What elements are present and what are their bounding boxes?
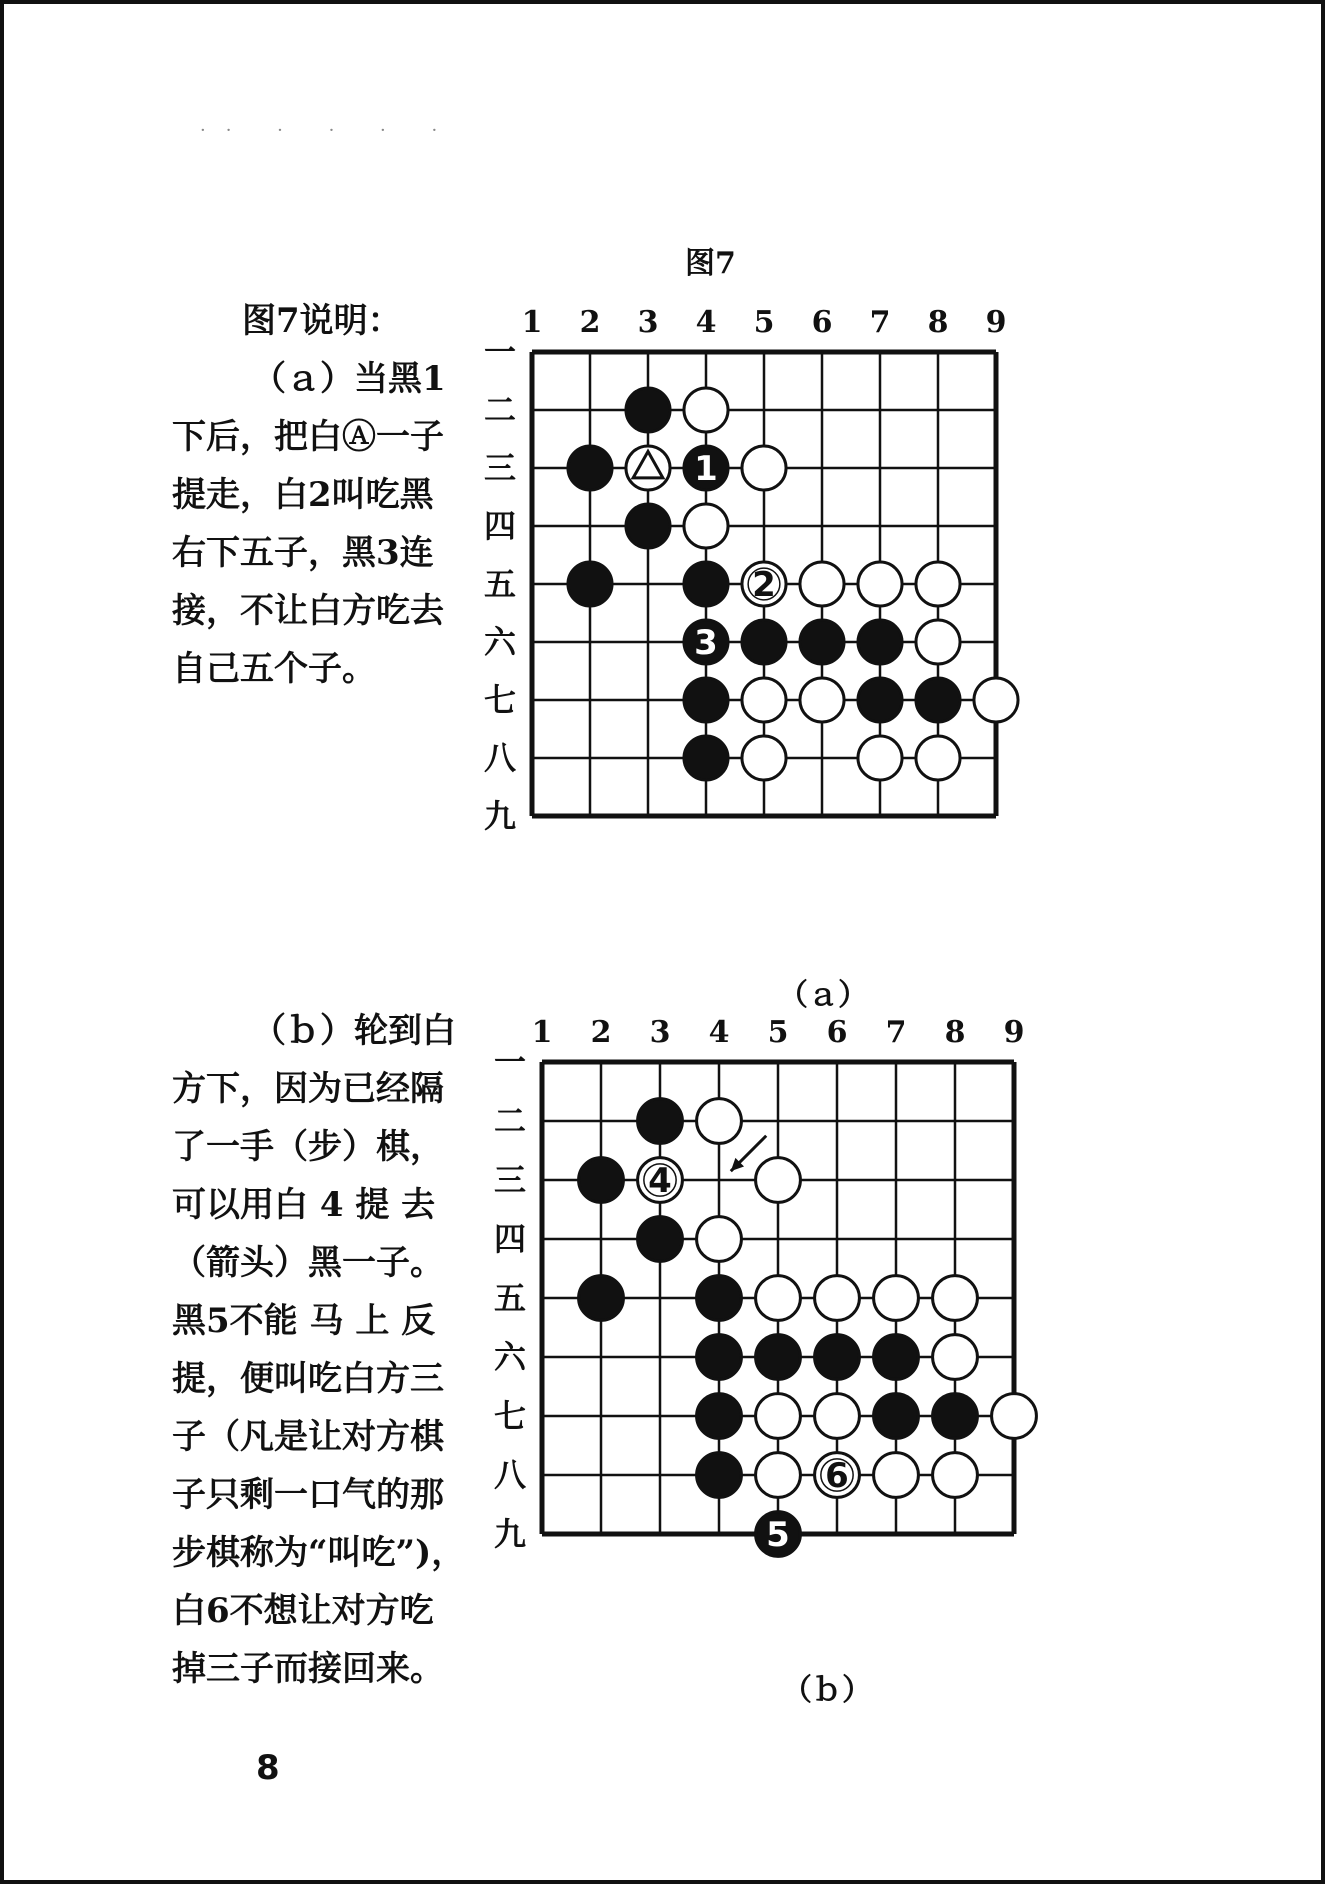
explanation-line: 了一手（步）棋， — [172, 1127, 444, 1167]
white-stone — [800, 678, 844, 722]
column-label: 9 — [1003, 1015, 1025, 1050]
white-stone-disc — [916, 620, 960, 664]
black-stone — [697, 1394, 742, 1439]
black-stone — [638, 1099, 683, 1144]
move-number: 2 — [752, 565, 776, 605]
white-stone — [684, 388, 728, 432]
explanation-line: 步棋称为“叫吃”)， — [172, 1533, 466, 1573]
white-stone-disc — [756, 1158, 801, 1203]
black-stone-disc — [579, 1276, 624, 1321]
board-a-caption: （ａ） — [778, 978, 868, 1013]
move-number: 1 — [694, 449, 718, 489]
white-stone — [800, 562, 844, 606]
white-stone — [933, 1276, 978, 1321]
black-stone — [697, 1335, 742, 1380]
explanation-line: 右下五子，黑3连 — [172, 533, 434, 573]
row-label: 三 — [483, 449, 517, 487]
white-stone — [697, 1099, 742, 1144]
black-stone — [800, 620, 844, 664]
black-stone — [874, 1335, 919, 1380]
white-stone-disc — [815, 1394, 860, 1439]
black-stone — [874, 1394, 919, 1439]
explanation-line: 可以用白 4 提 去 — [172, 1185, 436, 1225]
white-stone — [916, 736, 960, 780]
go-board-a — [480, 300, 1100, 940]
column-label: 6 — [826, 1015, 848, 1050]
row-label: 一 — [483, 333, 517, 371]
white-stone-disc — [742, 446, 786, 490]
explanation-heading: 图7说明： — [242, 301, 402, 341]
black-stone — [742, 620, 786, 664]
row-label: 九 — [483, 797, 517, 835]
explanation-line: 方下，因为已经隔 — [172, 1069, 444, 1109]
white-stone-disc — [742, 736, 786, 780]
black-stone-disc — [697, 1335, 742, 1380]
white-stone-disc — [874, 1276, 919, 1321]
black-stone — [568, 562, 612, 606]
white-stone-disc — [756, 1394, 801, 1439]
row-label: 四 — [483, 507, 517, 545]
explanation-line: 子（凡是让对方棋 — [172, 1417, 444, 1457]
black-stone — [684, 620, 728, 664]
explanation-a-first-line: （ａ）当黑1 — [252, 359, 446, 399]
white-stone — [874, 1276, 919, 1321]
row-label: 八 — [483, 739, 517, 777]
white-stone — [742, 678, 786, 722]
column-label: 2 — [579, 305, 601, 340]
black-stone-disc — [815, 1335, 860, 1380]
column-label: 1 — [521, 305, 543, 340]
black-stone-disc — [858, 620, 902, 664]
column-label: 6 — [811, 305, 833, 340]
white-stone — [756, 1158, 801, 1203]
column-label: 8 — [944, 1015, 966, 1050]
row-label: 七 — [483, 681, 517, 719]
black-stone — [626, 388, 670, 432]
white-stone-disc — [933, 1276, 978, 1321]
figure-title: 图7 — [685, 246, 736, 281]
white-stone — [815, 1453, 860, 1498]
white-stone — [858, 562, 902, 606]
go-board-b — [490, 1010, 1150, 1670]
white-stone-disc — [815, 1276, 860, 1321]
explanation-b-first-line: （ｂ）轮到白 — [252, 1011, 456, 1051]
explanation-line: 自己五个子。 — [172, 649, 376, 689]
black-stone-disc — [568, 562, 612, 606]
black-stone — [916, 678, 960, 722]
white-stone — [756, 1394, 801, 1439]
column-label: 4 — [695, 305, 717, 340]
black-stone-disc — [684, 678, 728, 722]
black-stone-disc — [684, 562, 728, 606]
column-label: 9 — [985, 305, 1007, 340]
black-stone-disc — [933, 1394, 978, 1439]
black-stone — [697, 1453, 742, 1498]
white-stone-disc — [684, 388, 728, 432]
black-stone — [684, 678, 728, 722]
white-stone — [638, 1158, 683, 1203]
white-stone — [742, 446, 786, 490]
white-stone-disc — [684, 504, 728, 548]
explanation-b — [172, 1002, 472, 1698]
black-stone — [568, 446, 612, 490]
row-label: 九 — [493, 1515, 527, 1553]
black-stone — [858, 620, 902, 664]
white-stone — [815, 1394, 860, 1439]
move-number: 3 — [694, 623, 718, 663]
black-stone — [697, 1276, 742, 1321]
white-stone-disc — [916, 562, 960, 606]
explanation-line: （箭头）黑一子。 — [172, 1243, 444, 1283]
black-stone — [756, 1512, 801, 1557]
black-stone — [684, 446, 728, 490]
black-stone — [858, 678, 902, 722]
white-stone-disc — [933, 1335, 978, 1380]
move-number: 6 — [825, 1456, 849, 1496]
black-stone-disc — [874, 1335, 919, 1380]
black-stone-disc — [626, 388, 670, 432]
black-stone-disc — [626, 504, 670, 548]
white-stone — [933, 1453, 978, 1498]
move-number: 4 — [648, 1161, 672, 1201]
explanation-line: 提走，白2叫吃黑 — [172, 475, 434, 515]
row-label: 七 — [493, 1397, 527, 1435]
black-stone-disc — [756, 1335, 801, 1380]
black-stone-disc — [568, 446, 612, 490]
black-stone — [579, 1158, 624, 1203]
row-label: 一 — [493, 1043, 527, 1081]
row-label: 三 — [493, 1161, 527, 1199]
column-label: 5 — [753, 305, 775, 340]
white-stone — [992, 1394, 1037, 1439]
white-stone-disc — [858, 562, 902, 606]
page-number: 8 — [256, 1748, 280, 1788]
white-stone-disc — [742, 678, 786, 722]
black-stone-disc — [800, 620, 844, 664]
black-stone-disc — [874, 1394, 919, 1439]
white-stone-disc — [756, 1276, 801, 1321]
black-stone — [626, 504, 670, 548]
white-stone — [858, 736, 902, 780]
black-stone-disc — [742, 620, 786, 664]
white-stone — [756, 1453, 801, 1498]
white-stone-disc — [874, 1453, 919, 1498]
white-stone — [815, 1276, 860, 1321]
row-label: 八 — [493, 1456, 527, 1494]
column-label: 5 — [767, 1015, 789, 1050]
white-stone-disc — [992, 1394, 1037, 1439]
white-stone-disc — [800, 562, 844, 606]
row-label: 五 — [483, 565, 517, 603]
column-label: 8 — [927, 305, 949, 340]
white-stone — [974, 678, 1018, 722]
column-label: 3 — [637, 305, 659, 340]
row-label: 六 — [493, 1338, 527, 1376]
board-b-caption: （ｂ） — [782, 1673, 872, 1708]
black-stone — [638, 1217, 683, 1262]
row-label: 二 — [493, 1102, 527, 1140]
white-stone-disc — [974, 678, 1018, 722]
black-stone-disc — [638, 1099, 683, 1144]
row-label: 四 — [493, 1220, 527, 1258]
white-stone-disc — [933, 1453, 978, 1498]
black-stone — [815, 1335, 860, 1380]
black-stone-disc — [697, 1394, 742, 1439]
row-label: 五 — [493, 1279, 527, 1317]
black-stone-disc — [684, 736, 728, 780]
black-stone — [933, 1394, 978, 1439]
white-stone-disc — [697, 1217, 742, 1262]
white-stone-disc — [858, 736, 902, 780]
black-stone-disc — [697, 1276, 742, 1321]
white-stone — [874, 1453, 919, 1498]
black-stone-disc — [858, 678, 902, 722]
white-stone-disc — [697, 1099, 742, 1144]
black-stone — [684, 736, 728, 780]
white-stone — [626, 446, 670, 490]
explanation-line: 下后，把白Ⓐ一子 — [172, 417, 444, 457]
column-label: 7 — [869, 305, 891, 340]
column-label: 7 — [885, 1015, 907, 1050]
white-stone — [933, 1335, 978, 1380]
explanation-a — [172, 292, 472, 698]
white-stone-disc — [756, 1453, 801, 1498]
white-stone — [684, 504, 728, 548]
black-stone-disc — [638, 1217, 683, 1262]
explanation-line: 黑5不能 马 上 反 — [172, 1301, 436, 1341]
black-stone — [756, 1335, 801, 1380]
column-label: 1 — [531, 1015, 553, 1050]
explanation-line: 白6不想让对方吃 — [172, 1591, 434, 1631]
row-label: 六 — [483, 623, 517, 661]
black-stone-disc — [916, 678, 960, 722]
white-stone — [916, 620, 960, 664]
black-stone — [684, 562, 728, 606]
black-stone-disc — [697, 1453, 742, 1498]
black-stone — [579, 1276, 624, 1321]
white-stone-disc — [800, 678, 844, 722]
white-stone — [742, 736, 786, 780]
column-label: 3 — [649, 1015, 671, 1050]
row-label: 二 — [483, 391, 517, 429]
white-stone — [742, 562, 786, 606]
explanation-line: 接，不让白方吃去 — [172, 591, 444, 631]
explanation-line: 提，便叫吃白方三 — [172, 1359, 444, 1399]
black-stone-disc — [579, 1158, 624, 1203]
move-number: 5 — [766, 1515, 790, 1555]
print-specks: ·· · · · · — [200, 120, 458, 141]
column-label: 2 — [590, 1015, 612, 1050]
explanation-line: 掉三子而接回来。 — [172, 1649, 444, 1689]
white-stone — [916, 562, 960, 606]
white-stone — [697, 1217, 742, 1262]
white-stone-disc — [916, 736, 960, 780]
white-stone — [756, 1276, 801, 1321]
column-label: 4 — [708, 1015, 730, 1050]
explanation-line: 子只剩一口气的那 — [172, 1475, 444, 1515]
